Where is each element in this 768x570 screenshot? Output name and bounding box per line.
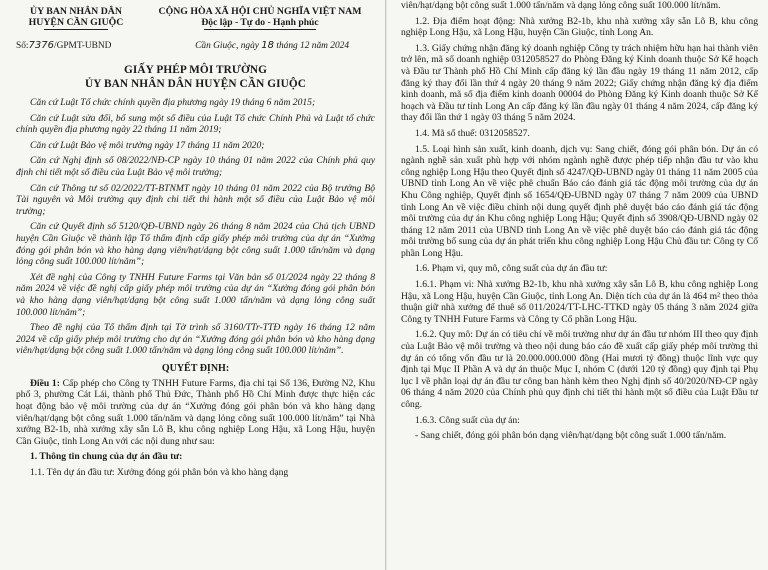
title-line-2: ỦY BAN NHÂN DÂN HUYỆN CẦN GIUỘC xyxy=(84,78,307,90)
item-1-6-1: 1.6.1. Phạm vi: Nhà xưởng B2-1b, khu nhà xưởng xây sẵn Lô B, khu công nghiệp Long Hậu, xã Long Hậu, huyện Cần Giuộc, tỉnh Long An. Diện tích của dự án là 464 m² theo thỏa thuận giữ nhà xưởng để thuê số 011/2024/TT-LHC-TTKD ngày 05 tháng 3 năm 2024 giữa Công ty TNHH Future Farms và Công ty Cổ phần Long Hậu. xyxy=(401,279,758,325)
basis-paragraph: Căn cứ Thông tư số 02/2022/TT-BTNMT ngày 10 tháng 01 năm 2022 của Bộ trưởng Bộ Tài nguyên và Môi trường quy định chi tiết thi hành một số điều của Luật Bảo vệ môi trường; xyxy=(16,182,375,217)
national-heading xyxy=(145,6,375,30)
doc-no-handwritten: 7376 xyxy=(28,40,54,51)
basis-paragraph: Căn cứ Luật sửa đổi, bổ sung một số điều của Luật Tổ chức Chính Phủ và Luật tổ chức chính quyền địa phương ngày 22 tháng 11 năm 2019; xyxy=(16,112,375,136)
basis-paragraph: Xét đề nghị của Công ty TNHH Future Farms tại Văn bản số 01/2024 ngày 22 tháng 8 năm 2024 về việc đề nghị cấp giấy phép môi trường của dự án “Xưởng đóng gói phân bón và kho hàng dạng viên/hạt/dạng bột công suất 1.000 tấn/năm và dạng lỏng công suất 100.000 lít/năm”; xyxy=(16,271,375,318)
item-1-6-3: 1.6.3. Công suất của dự án: xyxy=(415,414,520,426)
item-1-1: 1.1. Tên dự án đầu tư: Xưởng đóng gói phân bón và kho hàng dạng xyxy=(30,467,289,479)
item-1-3: 1.3. Giấy chứng nhận đăng ký doanh nghiệp Công ty trách nhiệm hữu hạn hai thành viên trở lên, mã số doanh nghiệp 0312058527 do Phòng Đăng ký Kinh doanh thuộc Sở Kế hoạch và Đầu tư Thành phố Hồ Chí Minh cấp đăng ký lần đầu ngày 19 tháng 11 năm 2012, cấp đăng ký thay đổi lần thứ 4 ngày 20 tháng 9 năm 2022; Giấy chứng nhận đăng ký địa điểm kinh doanh, mã số địa điểm kinh doanh 00004 do Phòng Đăng ký Kinh doanh thuộc Sở Kế hoạch và Đầu tư tỉnh Long An cấp đăng ký lần đầu ngày 01 tháng 4 năm 2024, cấp đăng ký thay đổi lần thứ 1 ngày 03 tháng 5 năm 2024. xyxy=(401,42,758,124)
agency-underline xyxy=(44,29,108,30)
item-1-6-2: 1.6.2. Quy mô: Dự án có tiêu chí về môi trường như dự án đầu tư nhóm III theo quy định của Luật Bảo vệ môi trường và theo nội dung báo cáo đề xuất cấp giấy phép môi trường thì dự án có tổng vốn đầu tư là 20.000.000.000 đồng (Hai mươi tỷ đồng) thuộc lĩnh vực quy định tại Mục II Phần A và dự án thuộc Mục I, nhóm C (dưới 120 tỷ đồng) quy định tại Phụ lục I về phân loại dự án đầu tư công ban hành kèm theo Nghị định số 40/2020/NĐ-CP ngày 06 tháng 4 năm 2020 của Chính phủ quy định chi tiết thi hành một số điều của Luật Đầu tư công. xyxy=(401,329,758,410)
issuing-agency xyxy=(16,6,136,30)
capacity-bullet: - Sang chiết, đóng gói phân bón dạng viên/hạt/dạng bột công suất 1.000 tấn/năm. xyxy=(415,430,727,442)
date-suffix: tháng 12 năm 2024 xyxy=(276,41,349,51)
article-1-label: Điều 1: xyxy=(30,377,60,389)
document-header xyxy=(16,6,375,30)
document-meta xyxy=(16,40,375,51)
item-1-6: 1.6. Phạm vi, quy mô, công suất của dự án đầu tư: xyxy=(415,263,608,275)
article-1 xyxy=(16,378,375,448)
item-1-4: 1.4. Mã số thuế: 0312058527. xyxy=(415,127,530,139)
basis-paragraph: Căn cứ Luật Tổ chức chính quyền địa phương ngày 19 tháng 6 năm 2015; xyxy=(30,97,316,108)
basis-paragraph: Theo đề nghị của Tổ thẩm định tại Tờ trình số 3160/TTr-TTĐ ngày 16 tháng 12 năm 2024 về cấp giấy phép môi trường cho dự án “Xưởng đóng gói phân bón và kho hàng dạng viên/hạt/dạng bột công suất 1.000 tấn/năm và dạng lỏng công suất 100.000 lít/năm”. xyxy=(16,322,375,357)
motto: Độc lập - Tự do - Hạnh phúc xyxy=(201,17,319,28)
motto-underline xyxy=(204,29,316,30)
basis-paragraph: Căn cứ Quyết định số 5120/QĐ-UBND ngày 26 tháng 8 năm 2024 của Chủ tịch UBND huyện Cần Giuộc về thành lập Tổ thẩm định cấp giấy phép môi trường của dự án “Xưởng đóng gói phân bón và kho hàng dạng viên/hạt/dạng bột công suất 1.000 tấn/năm và dạng lỏng công suất 100.000 lít/năm”; xyxy=(16,221,375,268)
decision-heading: QUYẾT ĐỊNH: xyxy=(161,362,230,374)
doc-no-suffix: /GPMT-UBND xyxy=(53,41,112,51)
item-1-5: 1.5. Loại hình sản xuất, kinh doanh, dịch vụ: Sang chiết, đóng gói phân bón. Dự án có ngành nghề sản xuất phù hợp với nhóm ngành nghề được phép tiếp nhận đầu tư vào khu công nghiệp Long Hậu theo Quyết định số 4247/QĐ-UBND ngày 01 tháng 11 năm 2005 của UBND tỉnh Long An về việc phê chuẩn Báo cáo đánh giá tác động môi trường của dự án Khu Công nghiệp, Quyết định số 1654/QĐ-UBND ngày 07 tháng 7 năm 2009 của UBND tỉnh Long An về việc điều chỉnh nội dung quyết định phê duyệt báo cáo đánh giá tác động môi trường của dự án Khu công nghiệp Long Hậu; Quyết định số 3908/QĐ-UBND ngày 02 tháng 12 năm 2011 của UBND tỉnh Long An về việc phê duyệt báo cáo đánh giá tác động môi trường bổ sung của dự án phát triển khu công nghiệp Long Hậu Chủ đầu tư: Công ty Cổ phần Long Hậu. xyxy=(401,143,758,259)
legal-basis xyxy=(16,97,375,357)
document-title xyxy=(16,63,375,91)
section-1-heading: 1. Thông tin chung của dự án đầu tư: xyxy=(30,451,183,463)
date-prefix: Cần Giuộc, ngày xyxy=(195,41,259,51)
document-number xyxy=(16,40,111,51)
nation-name: CỘNG HÒA XÃ HỘI CHỦ NGHĨA VIỆT NAM xyxy=(158,6,362,17)
continued-text: viên/hạt/dạng bột công suất 1.000 tấn/năm và dạng lỏng công suất 100.000 lít/năm. xyxy=(401,0,721,11)
date-day: 18 xyxy=(261,40,274,51)
basis-paragraph: Căn cứ Luật Bảo vệ môi trường ngày 17 tháng 11 năm 2020; xyxy=(30,139,265,151)
agency-line-1: ỦY BAN NHÂN DÂN xyxy=(30,6,122,17)
article-1-text: Cấp phép cho Công ty TNHH Future Farms, địa chỉ tại Số 136, Đường N2, Khu phố 3, phường Cát Lái, thành phố Thủ Đức, Thành phố Hồ Chí Minh được thực hiện các hoạt động bảo vệ môi trường của dự án “Xưởng đóng gói phân bón và kho hàng dạng viên/hạt/dạng bột công suất 1.000 tấn/năm và dạng lỏng công suất 100.000 lít/năm” tại Nhà xưởng B2-1b, nhà xưởng xây sẵn Lô B, khu công nghiệp Long Hậu, xã Long Hậu, huyện Cần Giuộc, tỉnh Long An với các nội dung như sau: xyxy=(16,377,375,447)
document-date xyxy=(195,40,349,51)
page-right xyxy=(387,0,768,570)
agency-line-2: HUYỆN CẦN GIUỘC xyxy=(28,17,124,28)
item-1-2: 1.2. Địa điểm hoạt động: Nhà xưởng B2-1b, khu nhà xưởng xây sẵn Lô B, khu công nghiệp Long Hậu, xã Long Hậu, huyện Cần Giuộc, tỉnh Long An. xyxy=(401,15,758,39)
basis-paragraph: Căn cứ Nghị định số 08/2022/NĐ-CP ngày 10 tháng 01 năm 2022 của Chính phủ quy định chi tiết một số điều của Luật Bảo vệ môi trường; xyxy=(16,155,375,178)
title-line-1: GIẤY PHÉP MÔI TRƯỜNG xyxy=(123,64,268,76)
doc-no-prefix: Số: xyxy=(16,41,29,51)
